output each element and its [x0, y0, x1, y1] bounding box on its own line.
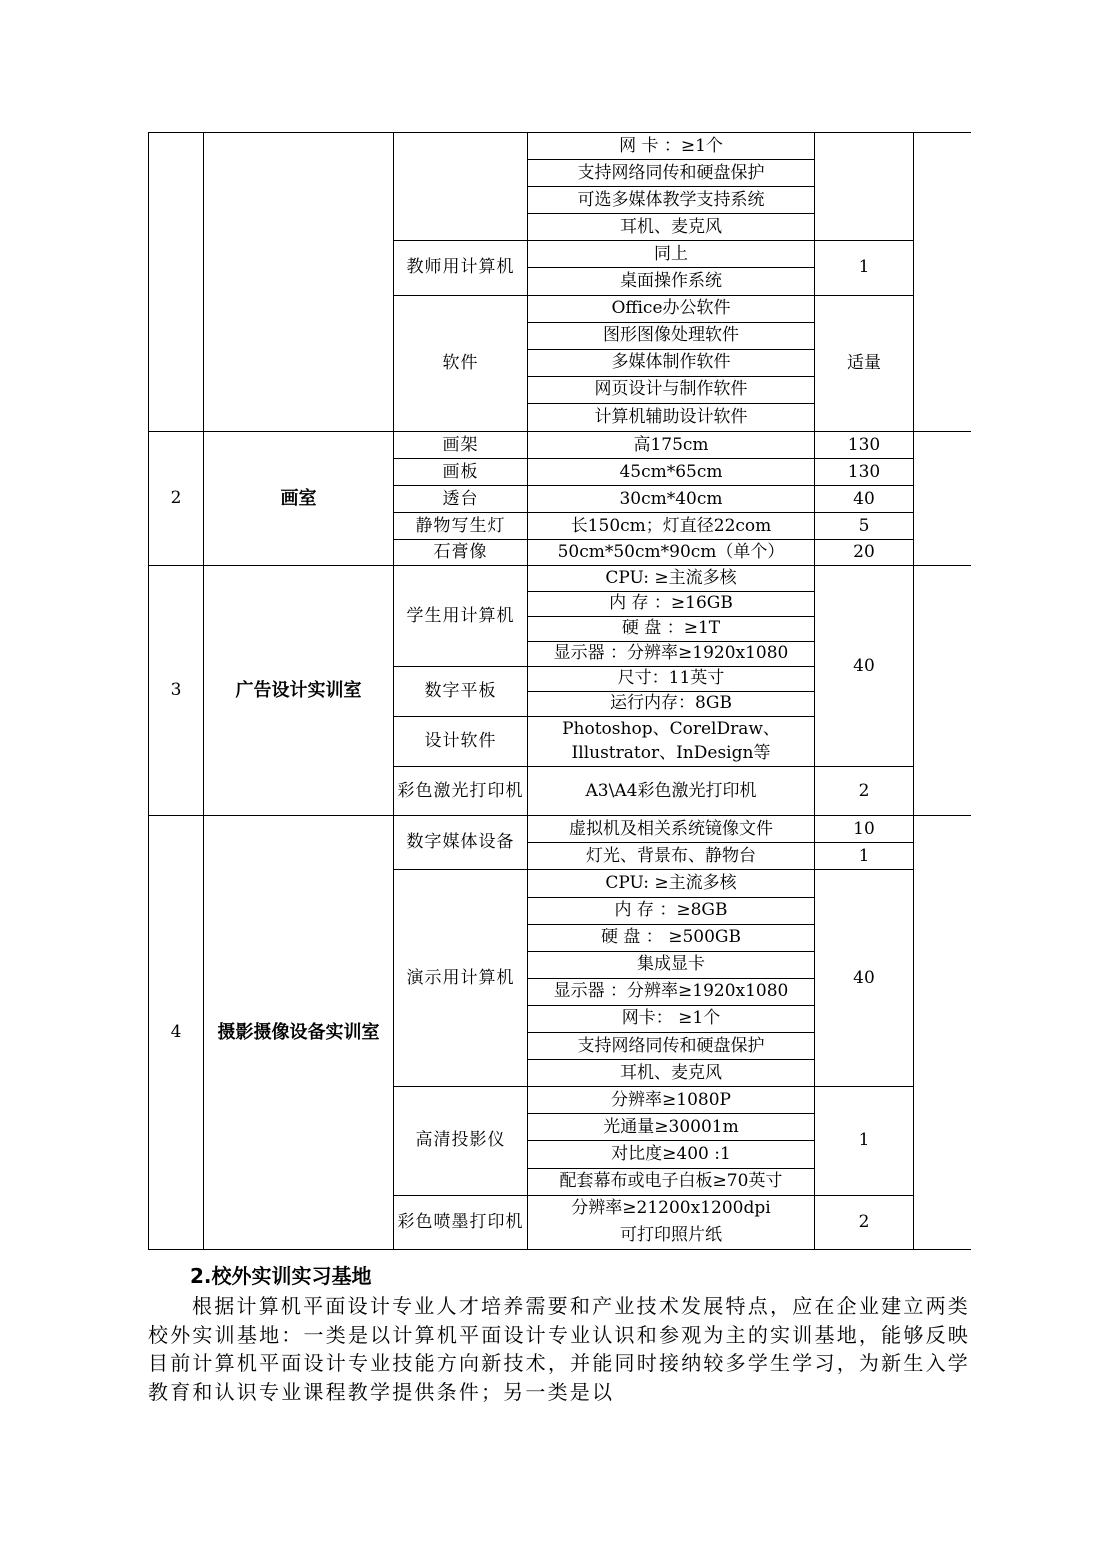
table-cell-spec: 同上: [528, 241, 815, 268]
equipment-table: [148, 132, 971, 1250]
table-cell-qty: 1: [815, 843, 914, 870]
table-cell-item: 石膏像: [394, 540, 528, 566]
table-cell-spec: 集成显卡: [528, 951, 815, 978]
table-cell-spec: 分辨率≥1080P: [528, 1087, 815, 1114]
table-cell-num: 4: [149, 816, 204, 1250]
table-cell-spec: Office办公软件: [528, 295, 815, 322]
table-cell-item: 彩色喷墨打印机: [394, 1195, 528, 1249]
table-cell-qty: 1: [815, 1087, 914, 1195]
table-cell-qty: 2: [815, 1195, 914, 1249]
table-cell-qty: 40: [815, 486, 914, 513]
table-cell-spec: 分辨率≥21200x1200dpi: [528, 1195, 815, 1222]
table-cell-qty: [815, 133, 914, 241]
table-cell-spec: 尺寸：11英寸: [528, 666, 815, 691]
table-cell-spec: 长150cm；灯直径22com: [528, 513, 815, 540]
table-cell-spec: 图形图像处理软件: [528, 322, 815, 349]
table-cell-item: 高清投影仪: [394, 1087, 528, 1195]
table-cell-spec: 对比度≥400 :1: [528, 1141, 815, 1168]
table-cell-spec: 灯光、背景布、静物台: [528, 843, 815, 870]
table-cell-spec: 45cm*65cm: [528, 459, 815, 486]
table-cell-spec: 硬 盘 ： ≥500GB: [528, 924, 815, 951]
table-cell-spec: 网 卡 ：≥1个: [528, 133, 815, 160]
table-cell-item: 画架: [394, 432, 528, 459]
table-cell-num: [149, 133, 204, 432]
table-cell-spec: 50cm*50cm*90cm（单个）: [528, 540, 815, 566]
table-cell-spec: 耳机、麦克风: [528, 1060, 815, 1087]
table-cell-item: 数字媒体设备: [394, 816, 528, 870]
table-cell-spec: 耳机、麦克风: [528, 214, 815, 241]
table-cell-item: 学生用计算机: [394, 566, 528, 666]
table-cell-spec: 光通量≥30001m: [528, 1114, 815, 1141]
table-cell-qty: 5: [815, 513, 914, 540]
table-cell-item: 静物写生灯: [394, 513, 528, 540]
table-cell-spec: 硬 盘 ：≥1T: [528, 616, 815, 641]
table-cell-spec: 虚拟机及相关系统镜像文件: [528, 816, 815, 843]
table-cell-spec: CPU: ≥主流多核: [528, 870, 815, 897]
table-cell-num: 2: [149, 432, 204, 566]
table-cell-item: 彩色激光打印机: [394, 767, 528, 816]
table-cell-item: 数字平板: [394, 666, 528, 716]
table-cell-item: 透台: [394, 486, 528, 513]
table-cell-note: [914, 566, 971, 816]
table-cell-qty: 适量: [815, 295, 914, 431]
table-cell-spec: 30cm*40cm: [528, 486, 815, 513]
table-cell-item: 画板: [394, 459, 528, 486]
table-cell-item: 演示用计算机: [394, 870, 528, 1087]
table-cell-item: [394, 133, 528, 241]
table-cell-room: 摄影摄像设备实训室: [204, 816, 394, 1250]
table-cell-item: 软件: [394, 295, 528, 431]
table-cell-spec: 支持网络同传和硬盘保护: [528, 1033, 815, 1060]
table-cell-item: 设计软件: [394, 716, 528, 766]
table-cell-spec: 网页设计与制作软件: [528, 376, 815, 403]
table-cell-spec: 显示器 ：分辨率≥1920x1080: [528, 641, 815, 666]
table-cell-qty: 10: [815, 816, 914, 843]
table-cell-item: 教师用计算机: [394, 241, 528, 295]
table-cell-qty: 40: [815, 870, 914, 1087]
table-cell-spec: 网卡： ≥1个: [528, 1005, 815, 1032]
table-cell-spec: 桌面操作系统: [528, 268, 815, 295]
table-cell-spec: CPU: ≥主流多核: [528, 566, 815, 591]
table-cell-room: 广告设计实训室: [204, 566, 394, 816]
table-cell-spec: 计算机辅助设计软件: [528, 403, 815, 431]
table-cell-spec: 可打印照片纸: [528, 1222, 815, 1249]
table-cell-spec: 支持网络同传和硬盘保护: [528, 160, 815, 187]
table-cell-qty: 20: [815, 540, 914, 566]
table-cell-spec: Photoshop、CorelDraw、: [528, 716, 815, 741]
table-cell-qty: 1: [815, 241, 914, 295]
table-cell-spec: Illustrator、InDesign等: [528, 742, 815, 767]
table-cell-spec: 配套幕布或电子白板≥70英寸: [528, 1168, 815, 1195]
table-cell-spec: 内 存 ：≥8GB: [528, 897, 815, 924]
table-cell-num: 3: [149, 566, 204, 816]
table-cell-note: [914, 816, 971, 1250]
body-paragraph: 根据计算机平面设计专业人才培养需要和产业技术发展特点，应在企业建立两类校外实训基地：一类是以计算机平面设计专业认识和参观为主的实训基地，能够反映目前计算机平面设计专业技能方向新技术，并能同时接纳较多学生学习，为新生入学教育和认识专业课程教学提供条件；另一类是以: [148, 1294, 970, 1404]
table-cell-qty: 130: [815, 459, 914, 486]
table-cell-spec: 可选多媒体教学支持系统: [528, 187, 815, 214]
table-cell-note: [914, 432, 971, 566]
table-cell-spec: 多媒体制作软件: [528, 349, 815, 376]
table-cell-spec: 显示器 ：分辨率≥1920x1080: [528, 978, 815, 1005]
table-cell-qty: 2: [815, 767, 914, 816]
table-cell-spec: 运行内存：8GB: [528, 691, 815, 716]
table-cell-note: [914, 133, 971, 432]
table-cell-qty: 40: [815, 566, 914, 767]
table-cell-spec: 内 存 ：≥16GB: [528, 591, 815, 616]
table-cell-spec: 高175cm: [528, 432, 815, 459]
table-cell-spec: A3\A4彩色激光打印机: [528, 767, 815, 816]
table-cell-room: [204, 133, 394, 432]
table-cell-qty: 130: [815, 432, 914, 459]
table-cell-room: 画室: [204, 432, 394, 566]
section-heading: 2.校外实训实习基地: [190, 1264, 372, 1288]
